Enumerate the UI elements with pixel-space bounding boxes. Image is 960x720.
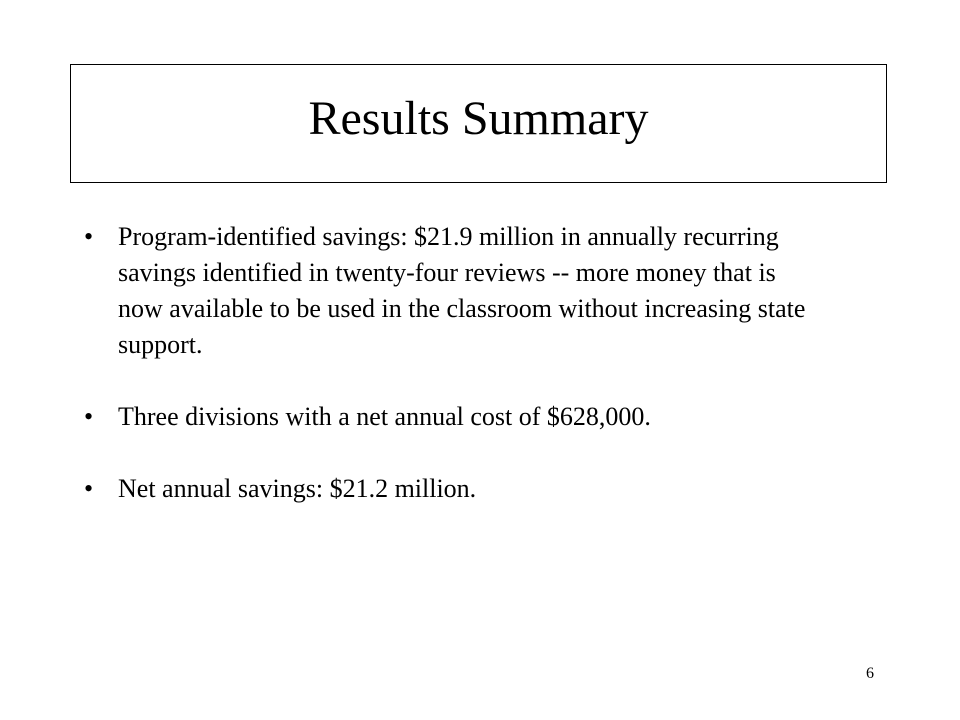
bullet-list: [84, 219, 824, 507]
bullet-item: [84, 219, 824, 363]
bullet-text: Three divisions with a net annual cost of $628,000.: [118, 402, 651, 431]
bullet-text: Net annual savings: $21.2 million.: [118, 474, 477, 503]
slide-title: Results Summary: [308, 91, 649, 145]
bullet-icon: •: [84, 402, 94, 431]
bullet-item: [84, 471, 824, 507]
title-box: [70, 64, 887, 183]
bullet-icon: •: [84, 474, 94, 503]
bullet-icon: •: [84, 222, 94, 251]
page-number: 6: [866, 665, 874, 682]
bullet-item: [84, 399, 824, 435]
bullet-text: Program-identified savings: $21.9 million in annually recurring savings identified in twenty-four reviews -- more money that is now available to be used in the classroom without increasing state support.: [118, 222, 806, 359]
